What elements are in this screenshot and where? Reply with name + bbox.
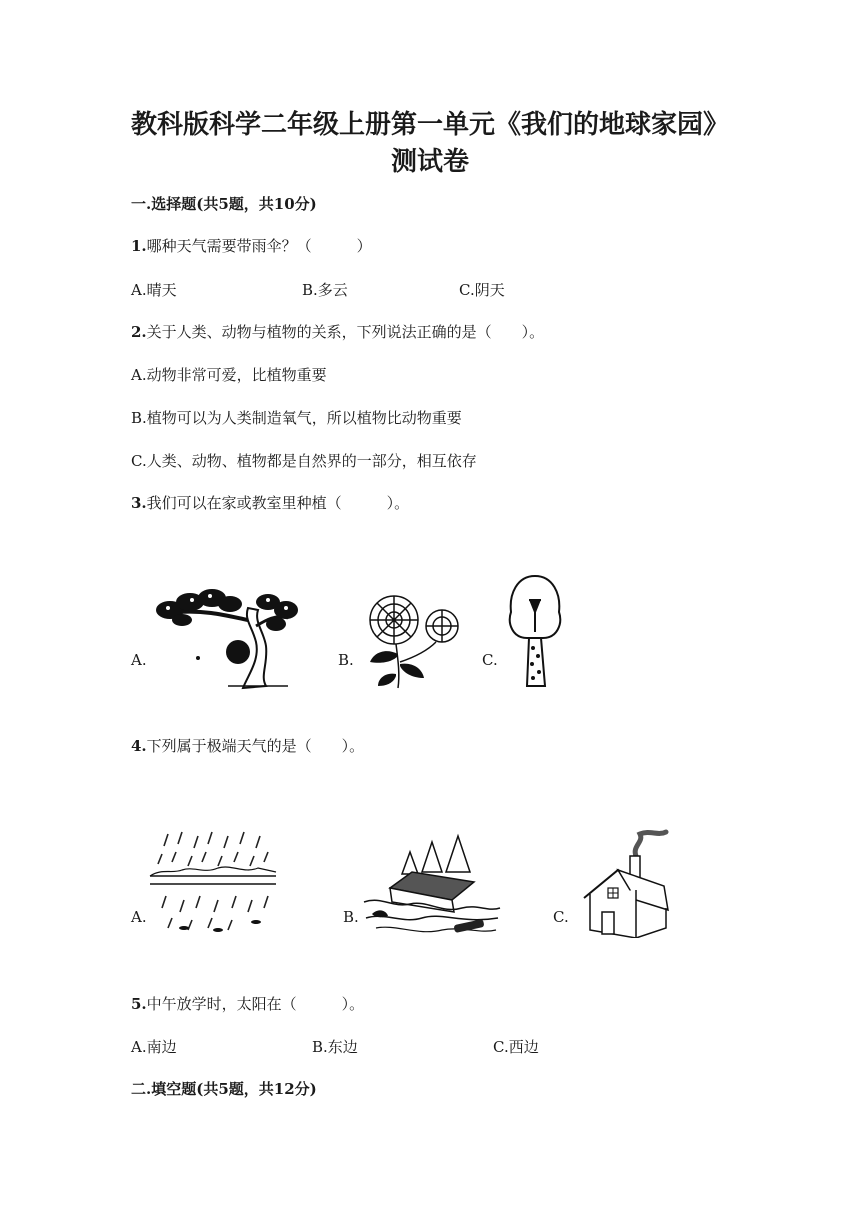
q2-option-c: C.人类、动物、植物都是自然界的一部分，相互依存 [131, 452, 477, 470]
q1-option-b: B.多云 [302, 281, 348, 299]
question-number: 1. [131, 237, 147, 255]
question-number: 5. [131, 995, 147, 1013]
q2-option-a: A.动物非常可爱，比植物重要 [131, 366, 327, 384]
page-subtitle: 测试卷 [390, 147, 469, 177]
section-heading-fill: 二.填空题(共5题，共12分) [131, 1080, 317, 1098]
q4-option-c: C. [553, 908, 569, 926]
bonsai-tree-icon [148, 580, 300, 690]
question-number: 4. [131, 737, 147, 755]
question-5 [131, 993, 364, 1014]
q1-option-c: C.阴天 [459, 281, 505, 299]
question-2 [131, 321, 544, 342]
q4-option-b: B. [343, 908, 359, 926]
q3-option-c: C. [482, 651, 498, 669]
q3-option-b: B. [338, 651, 354, 669]
q4-option-a: A. [131, 908, 147, 926]
q3-option-a: A. [131, 651, 147, 669]
question-3 [131, 492, 409, 513]
page-title: 教科版科学二年级上册第一单元《我们的地球家园》 [130, 110, 729, 140]
house-icon [580, 828, 672, 938]
section-heading-choice: 一.选择题(共5题，共10分) [131, 195, 317, 213]
q5-option-c: C.西边 [493, 1038, 539, 1056]
q2-option-b: B.植物可以为人类制造氧气，所以植物比动物重要 [131, 409, 462, 427]
question-text: 中午放学时，太阳在（ ）。 [146, 995, 365, 1013]
question-text: 关于人类、动物与植物的关系，下列说法正确的是（ ）。 [146, 323, 545, 341]
q5-option-a: A.南边 [131, 1038, 177, 1056]
q5-option-b: B.东边 [312, 1038, 358, 1056]
tall-tree-icon [505, 572, 565, 690]
chrysanthemum-flower-icon [356, 590, 466, 690]
question-number: 2. [131, 323, 147, 341]
flood-house-icon [362, 832, 502, 942]
question-1 [131, 235, 372, 256]
question-text: 下列属于极端天气的是（ ）。 [146, 737, 365, 755]
question-4 [131, 735, 364, 756]
question-text: 哪种天气需要带雨伞？（ ） [146, 237, 372, 255]
q1-option-a: A.晴天 [131, 281, 177, 299]
rain-icon [148, 830, 278, 940]
question-text: 我们可以在家或教室里种植（ ）。 [146, 494, 410, 512]
question-number: 3. [131, 494, 147, 512]
